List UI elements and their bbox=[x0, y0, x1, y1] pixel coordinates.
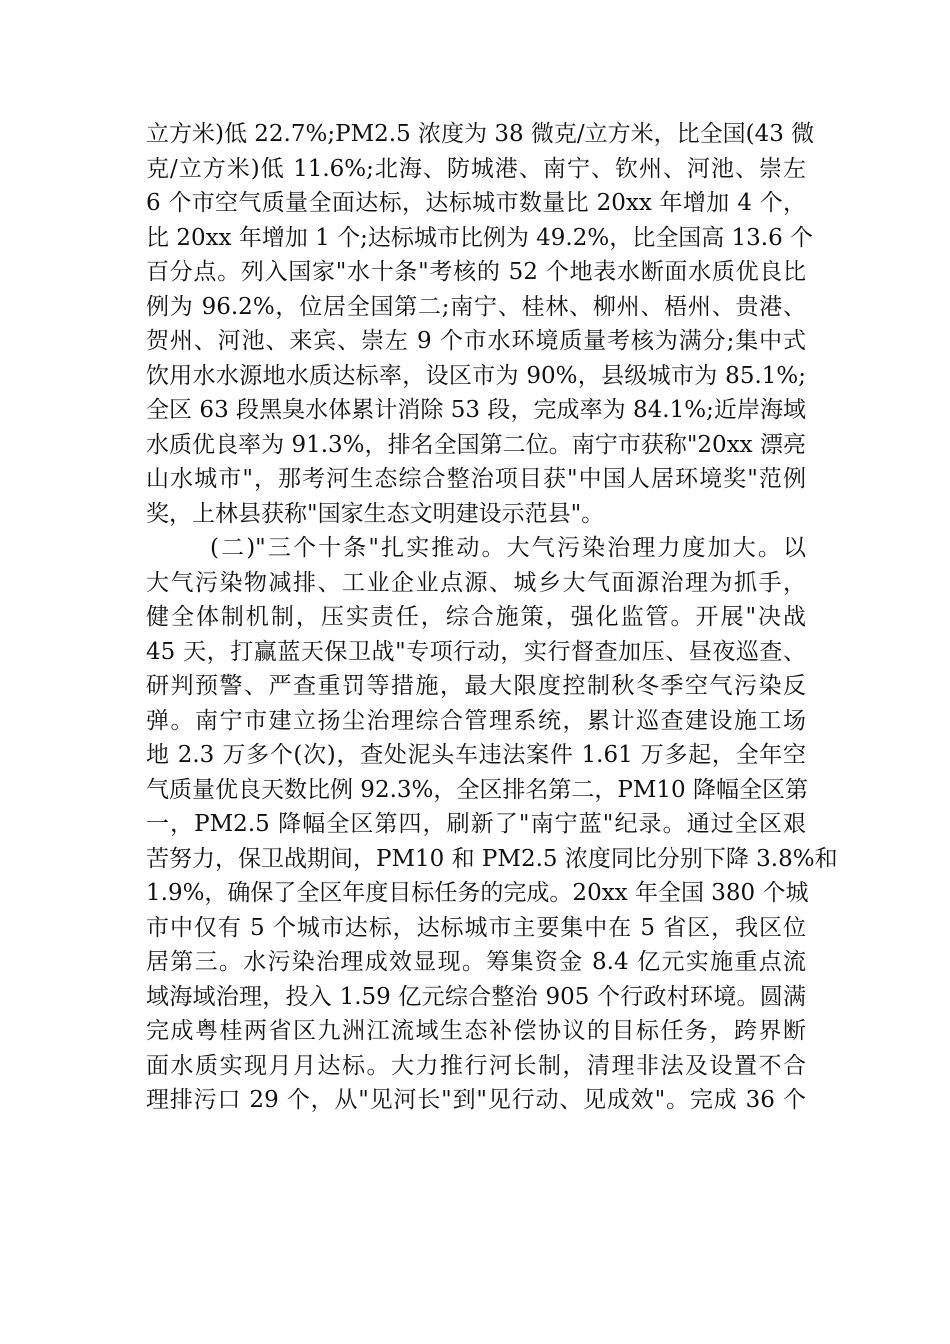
text-line: 1.9%，确保了全区年度目标任务的完成。20xx 年全国 380 个城 bbox=[146, 880, 809, 906]
text-line: 研判预警、严查重罚等措施，最大限度控制秋冬季空气污染反 bbox=[146, 673, 806, 699]
text-line: 居第三。水污染治理成效显现。筹集资金 8.4 亿元实施重点流 bbox=[146, 949, 806, 975]
text-line: 气质量优良天数比例 92.3%，全区排名第二，PM10 降幅全区第 bbox=[146, 776, 808, 803]
paragraph-start-line: (二)"三个十条"扎实推动。大气污染治理力度加大。以 bbox=[210, 535, 806, 561]
text-line: 45 天，打赢蓝天保卫战"专项行动，实行督查加压、昼夜巡查、 bbox=[146, 638, 806, 665]
text-line: 比 20xx 年增加 1 个;达标城市比例为 49.2%，比全国高 13.6 个 bbox=[146, 224, 814, 251]
text-line: 克/立方米)低 11.6%;北海、防城港、南宁、钦州、河池、崇左 bbox=[146, 155, 806, 182]
text-line: 贺州、河池、来宾、崇左 9 个市水环境质量考核为满分;集中式 bbox=[146, 328, 806, 354]
text-line: 健全体制机制，压实责任，综合施策，强化监管。开展"决战 bbox=[146, 604, 806, 630]
text-line: 面水质实现月月达标。大力推行河长制，清理非法及设置不合 bbox=[146, 1052, 806, 1079]
body-text bbox=[146, 117, 838, 1118]
text-line: 弹。南宁市建立扬尘治理综合管理系统，累计巡查建设施工场 bbox=[146, 707, 806, 734]
text-line: 理排污口 29 个，从"见河长"到"见行动、见成效"。完成 36 个 bbox=[146, 1087, 806, 1113]
text-line: 百分点。列入国家"水十条"考核的 52 个地表水断面水质优良比 bbox=[146, 259, 806, 285]
text-line: 苦努力，保卫战期间，PM10 和 PM2.5 浓度同比分别下降 3.8%和 bbox=[146, 845, 838, 872]
text-line: 域海域治理，投入 1.59 亿元综合整治 905 个行政村环境。圆满 bbox=[146, 983, 806, 1010]
text-line: 6 个市空气质量全面达标，达标城市数量比 20xx 年增加 4 个， bbox=[146, 190, 806, 216]
text-line: 完成粤桂两省区九洲江流域生态补偿协议的目标任务，跨界断 bbox=[146, 1018, 806, 1044]
text-line: 一，PM2.5 降幅全区第四，刷新了"南宁蓝"纪录。通过全区艰 bbox=[146, 811, 806, 837]
text-line: 饮用水水源地水质达标率，设区市为 90%，县级城市为 85.1%; bbox=[146, 362, 806, 389]
text-line: 例为 96.2%，位居全国第二;南宁、桂林、柳州、梧州、贵港、 bbox=[146, 293, 806, 320]
text-line: 水质优良率为 91.3%，排名全国第二位。南宁市获称"20xx 漂亮 bbox=[146, 431, 806, 458]
text-line: 全区 63 段黑臭水体累计消除 53 段，完成率为 84.1%;近岸海域 bbox=[146, 397, 806, 423]
text-line: 市中仅有 5 个城市达标，达标城市主要集中在 5 省区，我区位 bbox=[146, 914, 806, 941]
text-line: 山水城市"，那考河生态综合整治项目获"中国人居环境奖"范例 bbox=[146, 466, 806, 492]
text-line: 地 2.3 万多个(次)，查处泥头车违法案件 1.61 万多起，全年空 bbox=[146, 742, 806, 768]
paragraph-end-line: 奖，上林县获称"国家生态文明建设示范县"。 bbox=[146, 500, 605, 527]
text-line: 大气污染物减排、工业企业点源、城乡大气面源治理为抓手， bbox=[146, 569, 806, 596]
text-line: 立方米)低 22.7%;PM2.5 浓度为 38 微克/立方米，比全国(43 微 bbox=[146, 121, 815, 147]
